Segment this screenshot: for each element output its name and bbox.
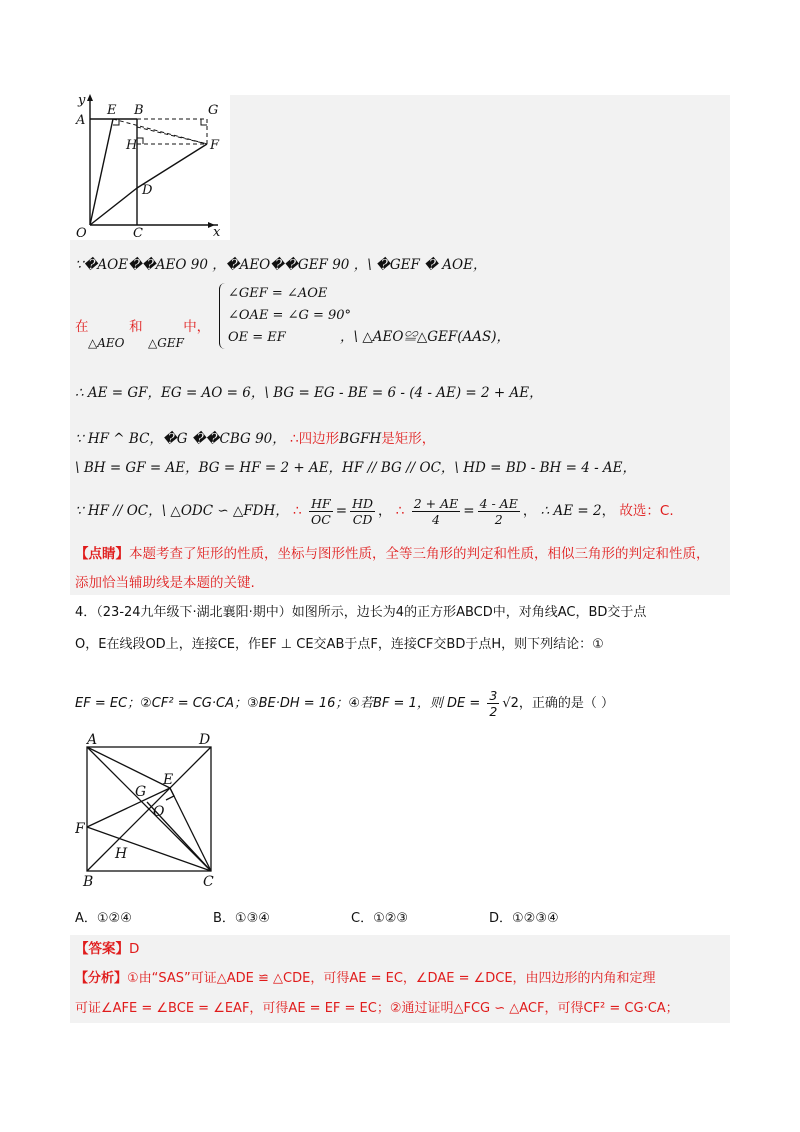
- triangle-aeo: △AEO: [88, 336, 125, 350]
- text-zai: 在: [75, 319, 89, 335]
- dianjing-text-1: 本题考查了矩形的性质，坐标与图形性质，全等三角形的判定和性质，相似三角形的判定和性质，: [129, 546, 710, 562]
- frac-den: CD: [352, 512, 373, 527]
- label-C: C: [133, 226, 143, 240]
- system-eq-2: ∠OAE = ∠G = 90°: [228, 308, 352, 323]
- sq-label-D: D: [199, 732, 211, 748]
- text-he: 和: [129, 319, 143, 335]
- line4-part-c: BGFH: [339, 431, 382, 447]
- label-y: y: [78, 93, 86, 108]
- solution-line-4: [75, 430, 435, 448]
- question-4-line-3: [75, 688, 614, 719]
- sq-label-G: G: [135, 784, 147, 800]
- text-zhong: 中，: [183, 319, 211, 335]
- label-E: E: [107, 103, 117, 118]
- dianjing-line-1: [75, 545, 710, 563]
- frac-den: OC: [310, 512, 331, 527]
- sq-label-A: A: [87, 732, 98, 748]
- frac-num: 2 + AE: [413, 496, 459, 511]
- solution-line-5: \ BH = GF = AE，BG = HF = 2 + AE，HF // BG // OC，\ HD = BD - BH = 4 - AE，: [75, 460, 637, 476]
- answer-line: [75, 940, 139, 958]
- frac-num: HD: [352, 496, 374, 511]
- sq-label-B: B: [83, 874, 94, 888]
- sq-label-E: E: [163, 772, 174, 788]
- option-c[interactable]: C．①②③: [351, 911, 409, 926]
- system-eq-1: ∠GEF = ∠AOE: [228, 286, 328, 301]
- line6-part-a: ∵ HF // OC，\ △ODC ∽ △FDH，: [75, 503, 289, 519]
- fraction-hf-oc: [309, 496, 333, 527]
- line6-answer: 故选：C.: [619, 503, 674, 519]
- question-4-line-2: O，E在线段OD上，连接CE，作EF ⊥ CE交AB于点F，连接CF交BD于点H，则下列结论：①: [75, 637, 604, 652]
- options-row: [75, 910, 559, 928]
- line6-part-b: ∴ AE = 2: [540, 503, 602, 519]
- sq-label-C: C: [203, 874, 214, 888]
- dianjing-tag: 【点睛】: [75, 546, 129, 562]
- fraction-three-halves: [487, 688, 499, 719]
- triangle-gef: △GEF: [148, 336, 184, 350]
- frac-num: HF: [309, 496, 333, 512]
- label-G: G: [208, 103, 219, 118]
- equation-system: [219, 283, 351, 349]
- sq-label-O: O: [153, 804, 165, 820]
- q4-line3-a: EF = EC；②CF² = CG·CA；③BE·DH = 16；④若BF = 1，则: [75, 696, 443, 711]
- frac-den: 4: [432, 512, 440, 527]
- line4-part-d: 是矩形，: [381, 431, 436, 447]
- label-x: x: [213, 225, 221, 240]
- analysis-line-1: [75, 970, 656, 988]
- q4-line3-b: ，正确的是（ ）: [518, 696, 615, 711]
- frac-den: 2: [494, 512, 503, 527]
- congruence-result: ，\ △AEO≌△GEF(AAS)，: [340, 329, 511, 345]
- option-d[interactable]: D．①②③④: [489, 911, 559, 926]
- sq-label-F: F: [75, 821, 85, 837]
- analysis-tag: 【分析】: [75, 971, 128, 986]
- solution-line-1: ∵�AOE��AEO 90 ，�AEO��GEF 90 ，\ �GEF � AOE，: [75, 257, 487, 273]
- sq-label-H: H: [115, 846, 128, 862]
- line4-part-b: ∴四边形: [290, 431, 340, 447]
- frac-num: 4 - AE: [479, 496, 518, 511]
- fraction-hd-cd: [350, 496, 375, 527]
- line4-part-a: ∵ HF ^ BC，�G ��CBG 90，: [75, 431, 286, 447]
- analysis-text-2: 可证∠AFE = ∠BCE = ∠EAF，可得AE = EF = EC；②通过证明△FCG ∽ △ACF，可得CF² = CG·CA；: [75, 1001, 679, 1016]
- therefore-1: ∴: [293, 503, 302, 519]
- label-A: A: [76, 113, 86, 128]
- analysis-text-1: ①由“SAS”可证△ADE ≌ △CDE，可得AE = EC，∠DAE = ∠DCE，由四边形的内角和定理: [127, 971, 656, 986]
- therefore-2: ∴: [395, 503, 405, 519]
- label-H: H: [126, 138, 138, 153]
- solution-line-6: ∵ HF // OC，\ △ODC ∽ △FDH， ∴ $\frac{HF}{OC}$ = $\frac{HD}{CD}$ ， ∴ $\frac{2 + AE}{4}$ = $\frac{4 - AE}{2}$ ， ∴ AE = 2， 故选：C.: [75, 496, 674, 527]
- dianjing-text-2: 添加恰当辅助线是本题的关键.: [75, 575, 255, 591]
- label-D: D: [142, 183, 153, 198]
- frac-num: 3: [489, 688, 498, 703]
- coordinate-figure: [70, 92, 230, 240]
- option-a[interactable]: A．①②④: [75, 911, 132, 926]
- square-figure: [75, 730, 225, 888]
- q4-de: DE =: [447, 696, 481, 711]
- system-eq-3: OE = EF: [228, 330, 286, 345]
- solution-line-3: ∴ AE = GF，EG = AO = 6，\ BG = EG - BE = 6 - (4 - AE) = 2 + AE，: [75, 385, 543, 401]
- answer-tag: 【答案】: [75, 941, 129, 957]
- sqrt-two: √2: [502, 696, 519, 711]
- label-O: O: [76, 226, 87, 240]
- label-F: F: [210, 138, 220, 153]
- fraction-4ae-2: [478, 496, 520, 527]
- fraction-2ae-4: [412, 496, 461, 527]
- option-b[interactable]: B．①③④: [213, 911, 270, 926]
- label-B: B: [134, 103, 144, 118]
- question-4-line-1: 4．（23-24九年级下·湖北襄阳·期中）如图所示，边长为4的正方形ABCD中，对角线AC，BD交于点: [75, 605, 647, 620]
- answer-value: D: [129, 941, 140, 957]
- frac-den: 2: [489, 704, 498, 719]
